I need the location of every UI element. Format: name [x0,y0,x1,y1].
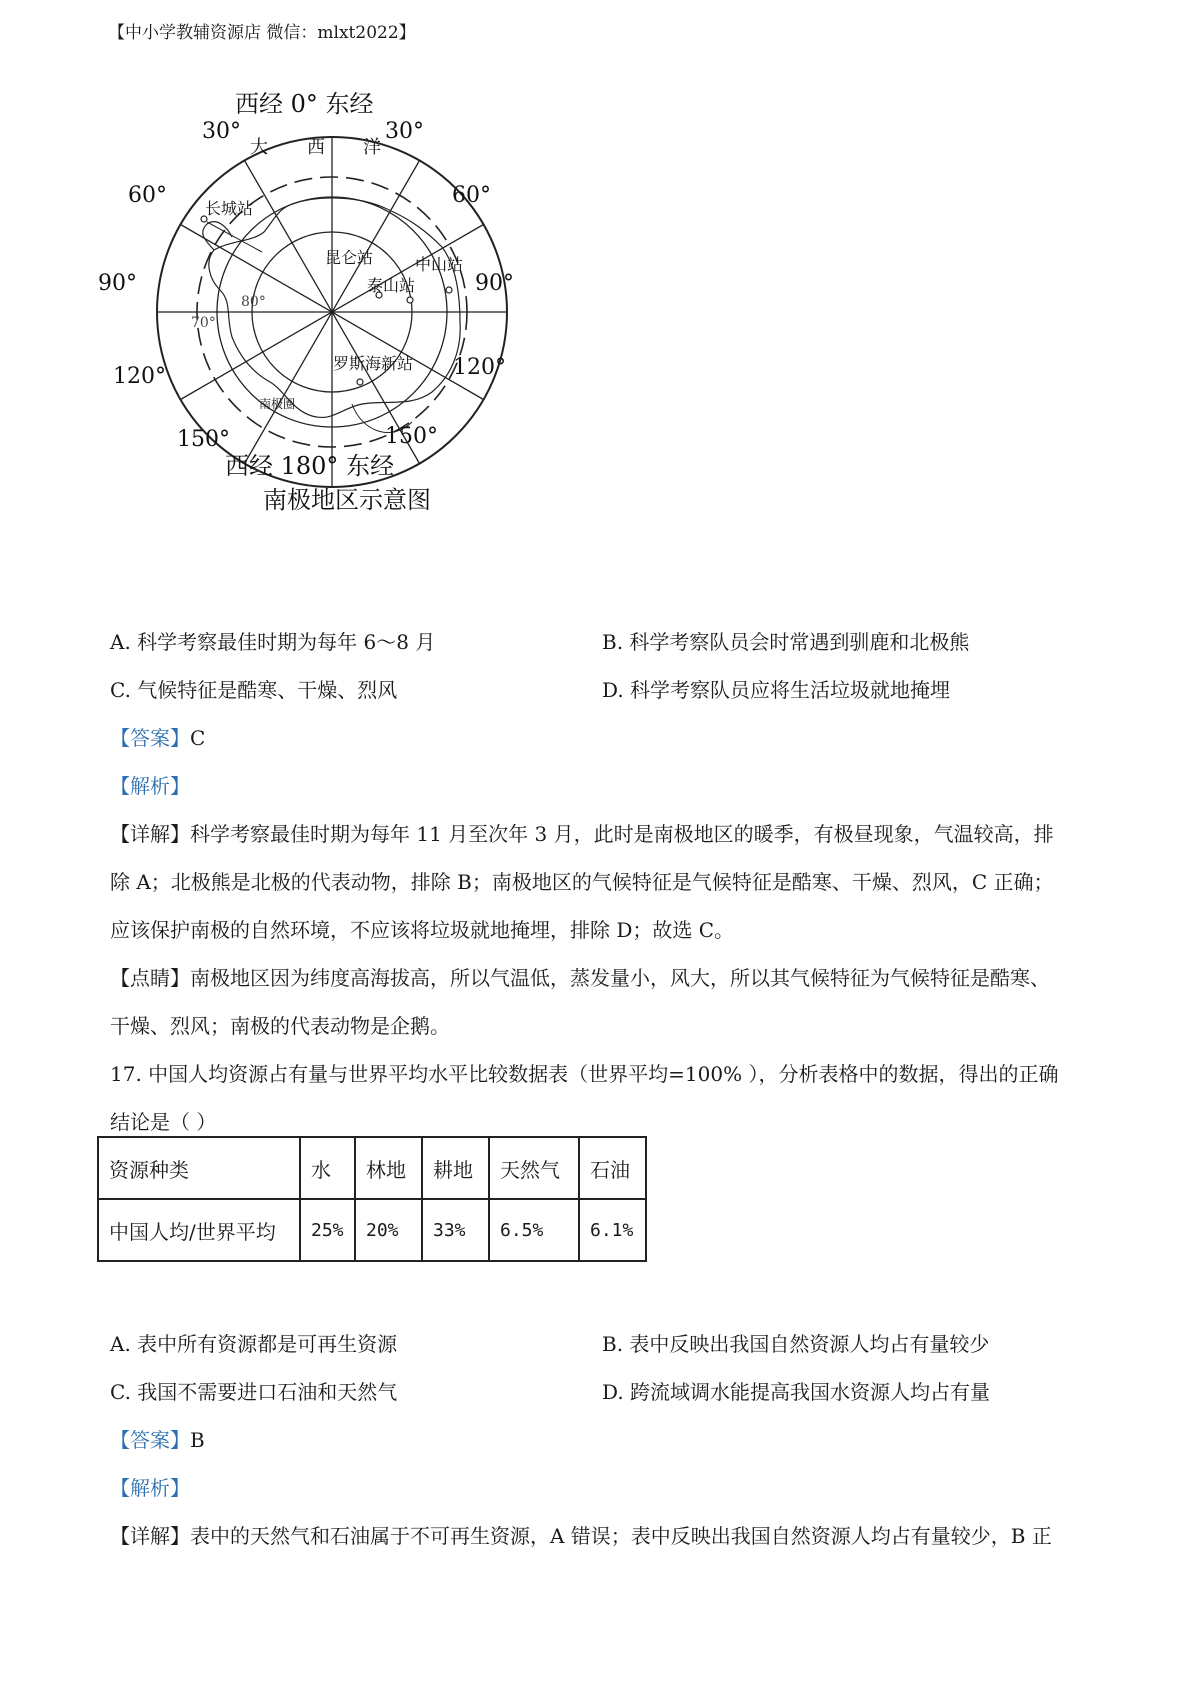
answer-tag: 【答案】 [110,1428,190,1452]
ocean-label-2: 西 [307,137,325,158]
taishan-station-label: 泰山站 [367,276,416,295]
q16-detail-line-3: 应该保护南极的自然环境，不应该将垃圾就地掩埋，排除 D；故选 C。 [110,918,735,942]
q17-option-a: A. 表中所有资源都是可再生资源 [110,1332,398,1356]
map-top-label: 西经 0° 东经 [235,90,374,118]
q17-option-b: B. 表中反映出我国自然资源人均占有量较少 [602,1332,990,1356]
ocean-label-1: 大 [250,137,268,158]
q16-option-a: A. 科学考察最佳时期为每年 6～8 月 [110,630,436,654]
q16-option-d: D. 科学考察队员应将生活垃圾就地掩埋 [602,678,951,702]
table-cell: 33% [422,1199,489,1261]
q16-point-line-1 [110,962,1050,991]
q16-analysis-tag: 【解析】 [110,774,190,798]
lat-80-label: 80° [241,294,266,310]
deg-90-right: 90° [475,271,514,296]
table-header-cell: 水 [300,1137,355,1199]
zhongshan-station-dot [446,287,452,293]
ocean-label-3: 洋 [363,137,381,158]
lat-70-label: 70° [191,315,216,331]
detail-tag: 【详解】 [110,1524,190,1548]
table-header-cell: 石油 [579,1137,646,1199]
q17-option-d: D. 跨流域调水能提高我国水资源人均占有量 [602,1380,991,1404]
table-header-cell: 林地 [355,1137,422,1199]
q16-point-line-2: 干燥、烈风；南极的代表动物是企鹅。 [110,1014,450,1038]
watermark-header: 【中小学教辅资源店 微信：mlxt2022】 [108,23,416,43]
antarctic-circle-label: 南极圈 [259,397,296,411]
answer-value: C [190,726,206,750]
detail-tag: 【详解】 [110,822,190,846]
luosihai-station-dot [357,379,363,385]
deg-60-right: 60° [452,183,491,208]
q17-analysis-tag: 【解析】 [110,1476,190,1500]
deg-120-left: 120° [113,364,166,389]
table-row [98,1199,646,1261]
q16-option-b: B. 科学考察队员会时常遇到驯鹿和北极熊 [602,630,970,654]
deg-30-left: 30° [202,119,241,144]
answer-value: B [190,1428,205,1452]
table-cell: 6.5% [489,1199,579,1261]
q17-answer [110,1424,205,1453]
q17-option-c: C. 我国不需要进口石油和天然气 [110,1380,398,1404]
table-cell: 20% [355,1199,422,1261]
detail-text: 科学考察最佳时期为每年 11 月至次年 3 月，此时是南极地区的暖季，有极昼现象，气温较高，排 [190,822,1054,846]
deg-150-right: 150° [385,424,438,449]
table-header-row [98,1137,646,1199]
deg-60-left: 60° [128,183,167,208]
table-cell: 中国人均/世界平均 [98,1199,300,1261]
deg-150-left: 150° [177,427,230,452]
table-header-cell: 天然气 [489,1137,579,1199]
luosihai-station-label: 罗斯海新站 [333,354,414,373]
taishan-station-dot [407,297,413,303]
kunlun-station-label: 昆仑站 [325,248,374,267]
resource-table [97,1136,647,1262]
q16-detail-line-1 [110,818,1054,847]
antarctic-map [95,90,575,560]
deg-90-left: 90° [98,271,137,296]
deg-120-right: 120° [453,355,506,380]
table-cell: 25% [300,1199,355,1261]
q16-answer [110,722,205,751]
point-text: 南极地区因为纬度高海拔高，所以气温低，蒸发量小，风大，所以其气候特征为气候特征是酷寒、 [190,966,1050,990]
zhongshan-station-label: 中山站 [415,255,464,274]
table-header-cell: 耕地 [422,1137,489,1199]
deg-30-right: 30° [385,119,424,144]
changcheng-station-label: 长城站 [205,199,254,218]
map-bottom-label: 西经 180° 东经 [225,452,395,480]
table-header-cell: 资源种类 [98,1137,300,1199]
table-cell: 6.1% [579,1199,646,1261]
answer-tag: 【答案】 [110,726,190,750]
detail-text: 表中的天然气和石油属于不可再生资源，A 错误；表中反映出我国自然资源人均占有量较少，B 正 [190,1524,1052,1548]
q16-option-c: C. 气候特征是酷寒、干燥、烈风 [110,678,398,702]
point-tag: 【点睛】 [110,966,190,990]
q17-stem-line-1: 17. 中国人均资源占有量与世界平均水平比较数据表（世界平均=100% ），分析表格中的数据，得出的正确 [110,1062,1059,1086]
q16-detail-line-2: 除 A；北极熊是北极的代表动物，排除 B；南极地区的气候特征是气候特征是酷寒、干燥、烈风，C 正确； [110,870,1054,894]
map-caption: 南极地区示意图 [263,486,431,514]
q17-stem-line-2: 结论是（ ） [110,1110,217,1134]
q17-detail-line-1 [110,1520,1052,1549]
